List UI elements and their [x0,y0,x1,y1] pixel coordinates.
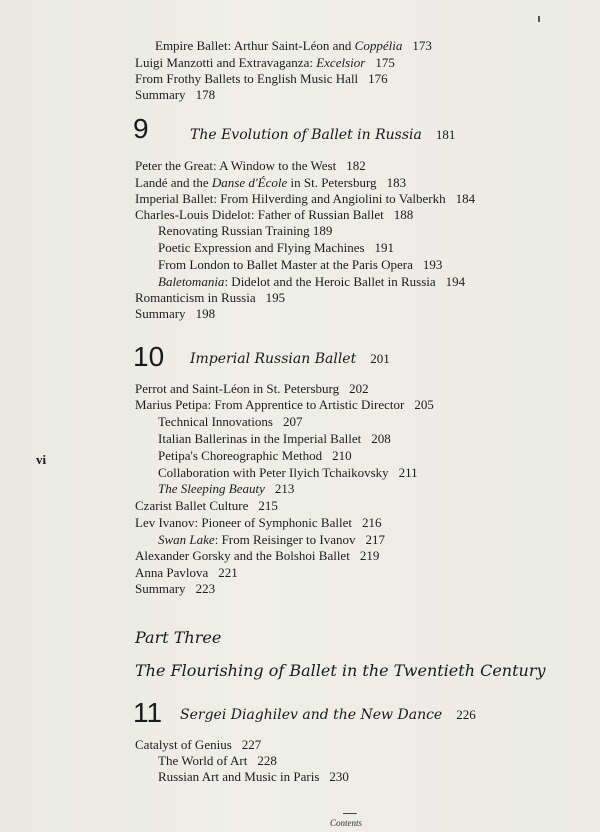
entry-page-number: 207 [282,414,303,429]
toc-entry[interactable] [135,55,395,70]
entry-page-number: 184 [455,191,476,206]
toc-subentry[interactable] [158,448,352,463]
entry-page-number: 182 [346,158,366,173]
entry-italic-text: Swan Lake [158,532,215,547]
entry-text-cont: : Didelot and the Heroic Ballet in Russia [224,274,436,289]
entry-text: Peter the Great: A Window to the West [135,158,337,173]
toc-entry[interactable] [135,306,215,321]
entry-text: Renovating Russian Training 189 [158,223,333,238]
part-label: Part Three [135,628,222,647]
chapter-title-text: Sergei Diaghilev and the New Dance [180,707,443,723]
entry-text: Anna Pavlova [135,565,209,580]
chapter-page-number: 201 [370,351,390,366]
entry-page-number: 194 [445,274,466,289]
toc-entry[interactable] [135,207,413,222]
entry-italic-text: Coppélia [354,38,403,53]
entry-page-number: 176 [368,71,388,86]
entry-page-number: 198 [195,306,216,321]
entry-page-number: 193 [422,257,443,272]
entry-text: Luigi Manzotti and Extravaganza: [135,55,317,70]
toc-subentry[interactable] [158,414,302,429]
toc-subentry[interactable] [158,532,385,547]
entry-text: Poetic Expression and Flying Machines [158,240,365,255]
toc-subentry[interactable] [158,257,442,272]
toc-entry[interactable] [135,397,434,412]
entry-text: Charles-Louis Didelot: Father of Russian Ballet [135,207,384,222]
entry-page-number: 217 [365,532,386,547]
entry-text: Alexander Gorsky and the Bolshoi Ballet [135,548,350,563]
entry-italic-text: Baletomania [158,274,225,289]
toc-entry[interactable] [135,548,379,563]
toc-entry[interactable] [135,498,278,513]
chapter-title[interactable] [180,706,476,724]
toc-subentry[interactable] [158,769,349,784]
toc-entry[interactable] [135,191,475,206]
chapter-number: 10 [133,341,165,372]
entry-page-number: 188 [393,207,414,222]
entry-text-cont: in St. Petersburg [287,175,377,190]
entry-text: Romanticism in Russia [135,290,256,305]
entry-text: Summary [135,581,186,596]
toc-entry[interactable] [135,290,285,305]
entry-page-number: 223 [195,581,216,596]
entry-text: Imperial Ballet: From Hilverding and Angiolini to Valberkh [135,191,446,206]
entry-page-number: 228 [257,753,277,768]
page-mark [538,16,540,22]
entry-page-number: 227 [241,737,262,752]
entry-italic-text: Danse d'École [211,175,288,190]
entry-page-number: 175 [375,55,395,70]
entry-page-number: 213 [274,481,295,496]
toc-entry[interactable] [135,581,215,596]
chapter-page-number: 226 [456,707,476,722]
entry-text: From London to Ballet Master at the Paris Opera [158,257,413,272]
entry-text: Summary [135,87,186,102]
toc-subentry[interactable] [158,240,394,255]
entry-page-number: 191 [374,240,395,255]
toc-entry[interactable] [135,158,366,173]
entry-text: Italian Ballerinas in the Imperial Ballet [158,431,362,446]
toc-entry[interactable] [135,175,406,190]
entry-text: Perrot and Saint-Léon in St. Petersburg [135,381,340,396]
entry-text: Empire Ballet: Arthur Saint-Léon and [155,38,355,53]
entry-page-number: 215 [258,498,278,513]
toc-subentry[interactable] [158,431,391,446]
part-title: The Flourishing of Ballet in the Twentieth Century [135,661,546,680]
chapter-title[interactable] [190,350,390,368]
toc-subentry[interactable] [158,274,465,289]
entry-page-number: 173 [412,38,432,53]
toc-entry[interactable] [155,38,432,53]
chapter-number: 11 [133,697,163,728]
entry-page-number: 216 [361,515,382,530]
chapter-title-text: Imperial Russian Ballet [190,351,357,367]
toc-subentry[interactable] [158,753,277,768]
entry-text: Lev Ivanov: Pioneer of Symphonic Ballet [135,515,352,530]
toc-subentry[interactable] [158,465,418,480]
entry-text: Czarist Ballet Culture [135,498,249,513]
entry-page-number: 195 [265,290,286,305]
chapter-title-text: The Evolution of Ballet in Russia [190,127,422,143]
bleed-through-text [556,20,600,780]
entry-page-number: 208 [371,431,391,446]
footer-rule [343,813,357,814]
running-footer: Contents [330,818,363,828]
entry-text: Collaboration with Peter Ilyich Tchaikovsky [158,465,389,480]
entry-page-number: 210 [332,448,352,463]
entry-text: Summary [135,306,186,321]
toc-entry[interactable] [135,565,238,580]
entry-page-number: 221 [218,565,238,580]
toc-entry[interactable] [135,737,261,752]
entry-text: Russian Art and Music in Paris [158,769,320,784]
entry-text: Technical Innovations [158,414,273,429]
entry-text: The World of Art [158,753,248,768]
entry-italic-text: Excelsior [316,55,366,70]
entry-text: From Frothy Ballets to English Music Hall [135,71,359,86]
entry-italic-text: The Sleeping Beauty [158,481,265,496]
toc-subentry[interactable] [158,481,294,496]
chapter-page-number: 181 [435,127,456,142]
toc-entry[interactable] [135,515,381,530]
entry-page-number: 219 [359,548,380,563]
page-number-side: vi [36,452,47,467]
entry-page-number: 183 [386,175,407,190]
entry-text: Landé and the [135,175,212,190]
entry-page-number: 211 [398,465,418,480]
entry-text: Marius Petipa: From Apprentice to Artistic Director [135,397,405,412]
entry-text-cont: : From Reisinger to Ivanov [214,532,356,547]
toc-entry[interactable] [135,87,215,102]
entry-page-number: 178 [195,87,216,102]
toc-entry[interactable] [135,381,369,396]
entry-page-number: 230 [329,769,349,784]
entry-text: Catalyst of Genius [135,737,232,752]
entry-page-number: 205 [414,397,434,412]
entry-text: Petipa's Choreographic Method [158,448,323,463]
chapter-title[interactable] [190,126,455,144]
toc-subentry[interactable] [158,223,332,238]
entry-page-number: 202 [349,381,369,396]
toc-entry[interactable] [135,71,388,86]
chapter-number: 9 [133,113,149,144]
